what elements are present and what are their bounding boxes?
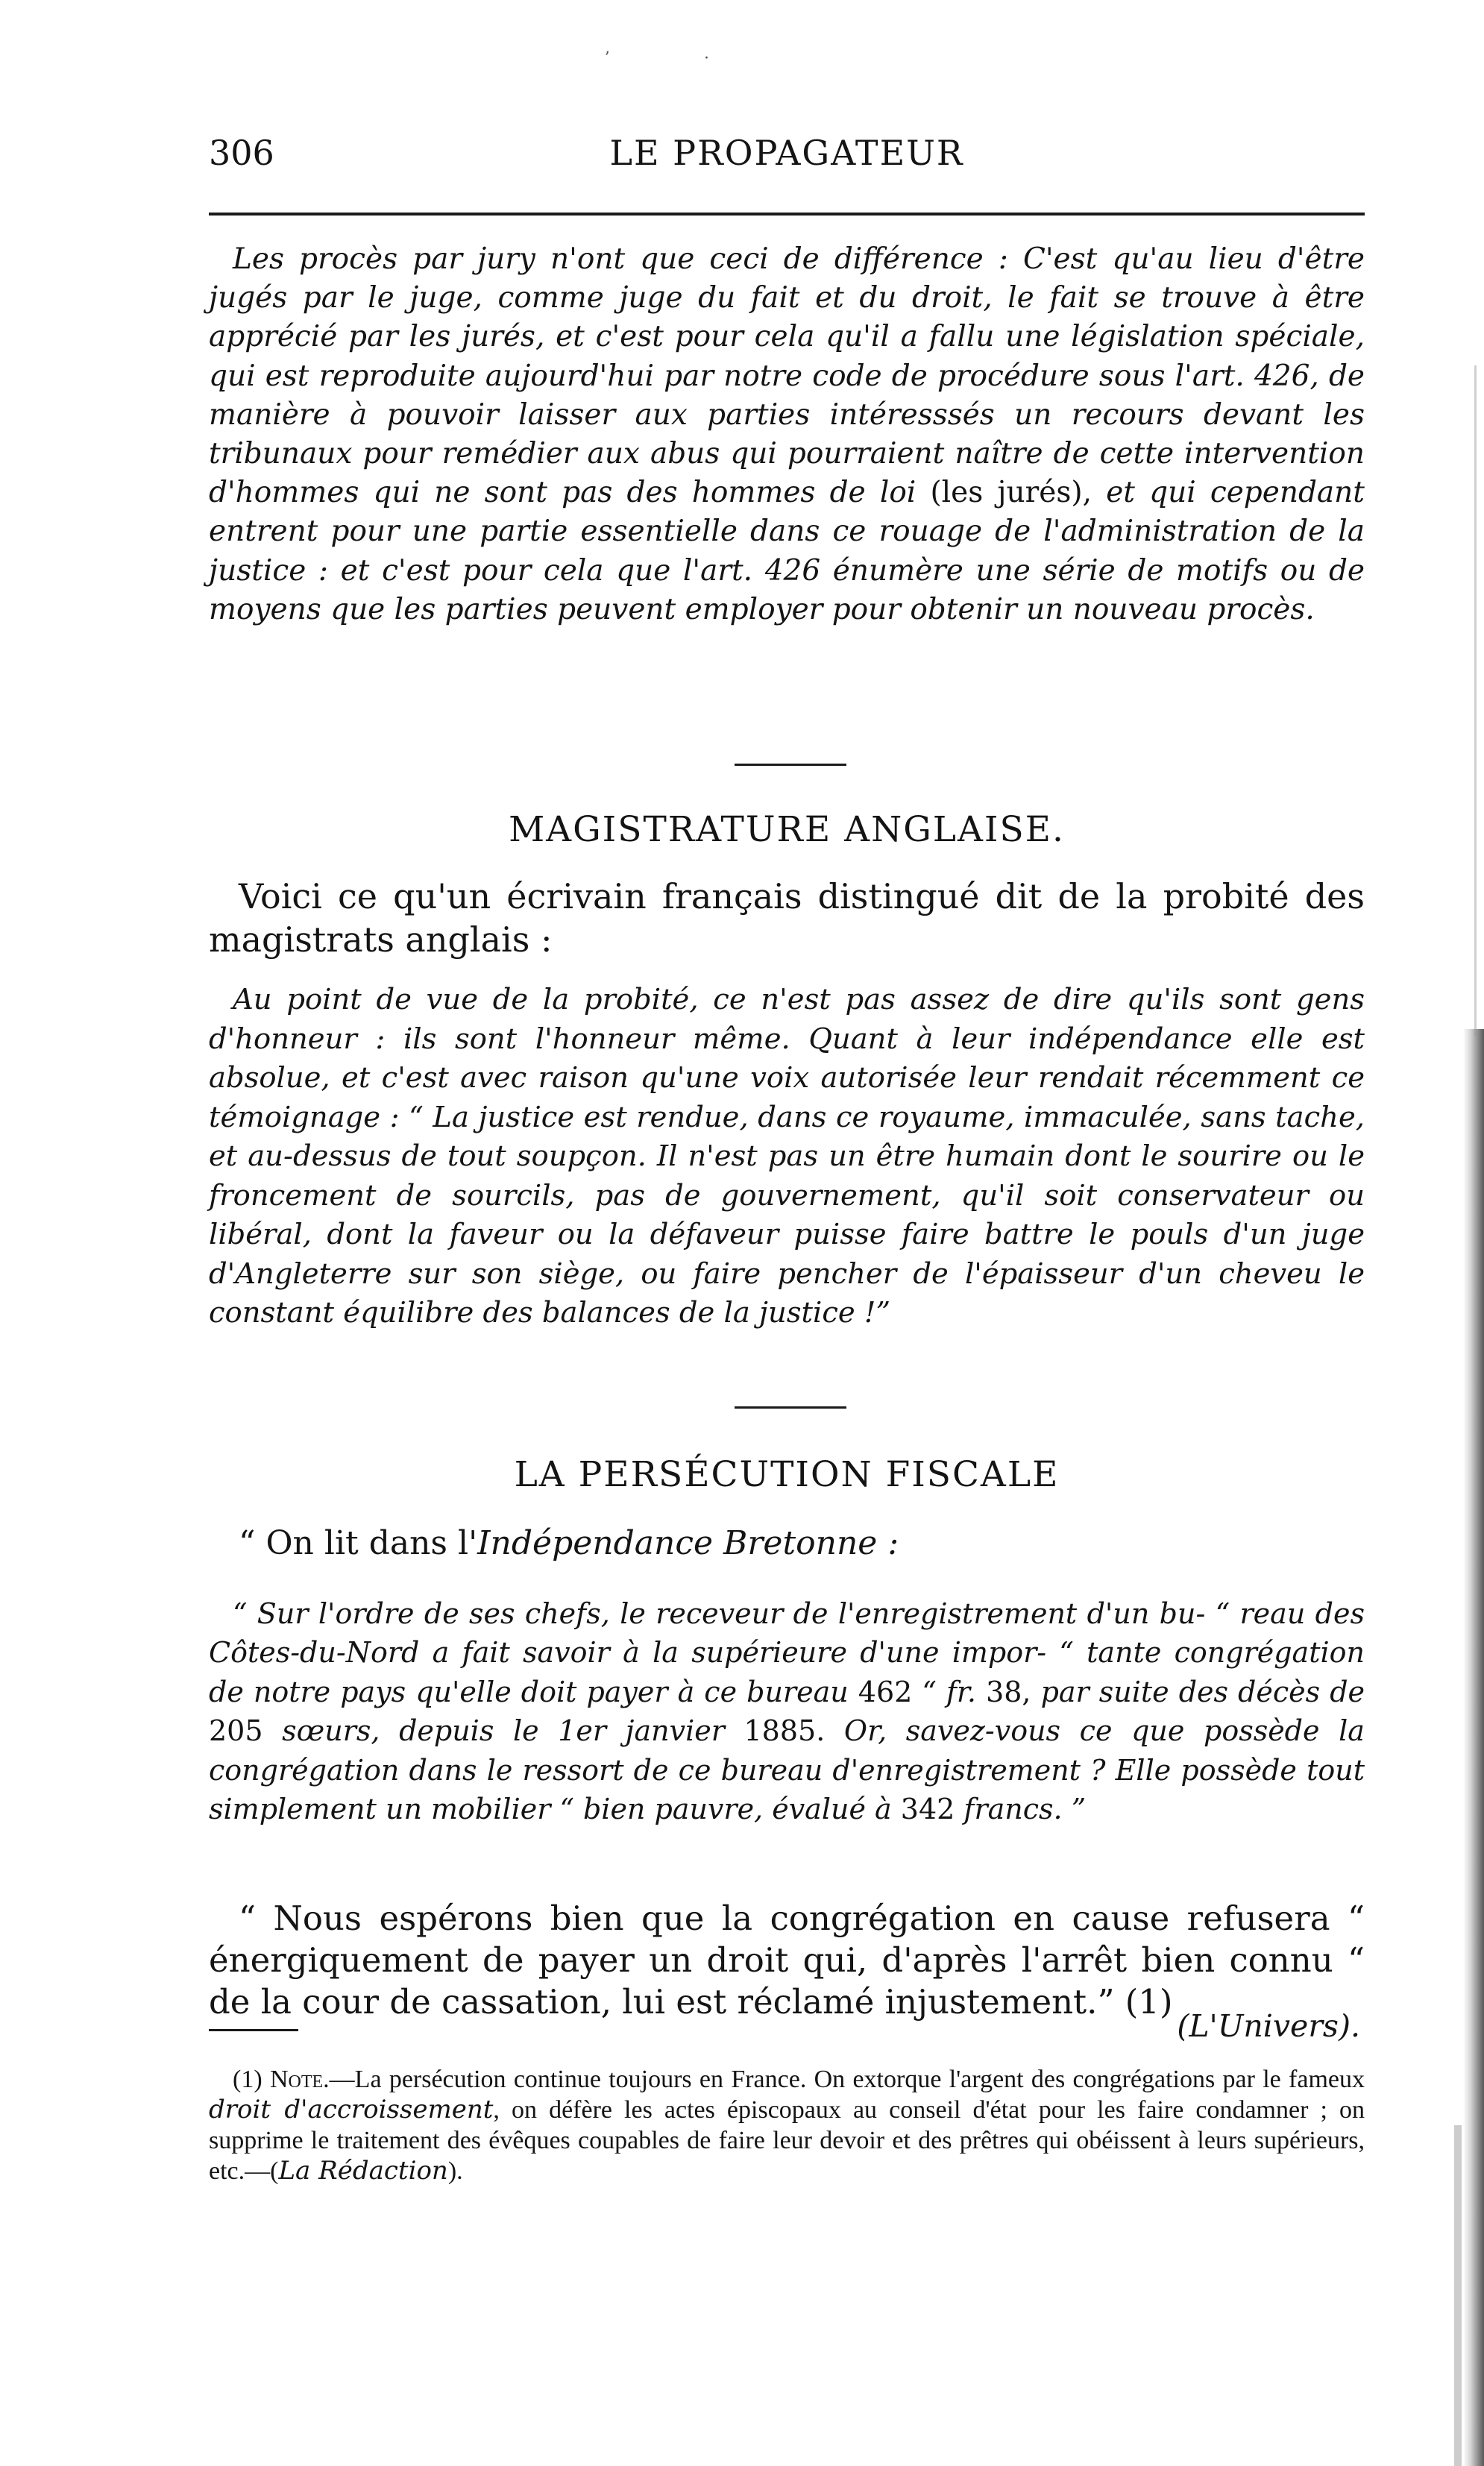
persecution-deaths: 205 xyxy=(209,1714,263,1748)
persecution-year: 1885. xyxy=(743,1714,826,1748)
footnote-text-c: ). xyxy=(447,2157,463,2185)
persecution-quote-b: “ fr. xyxy=(922,1675,976,1708)
intro-text-b: et qui cependant entrent pour une partie essentielle dans ce rouage de l'administration de la justice : et c'est pour cela que l'art. 426 énumère une série de motifs ou de moyens que les parties peuvent employer pour obtenir un nouveau procès. xyxy=(209,476,1365,626)
scan-binding-shadow xyxy=(1463,1029,1484,2466)
persecution-value: 342 xyxy=(900,1793,955,1826)
persecution-quote-d: sœurs, depuis le 1er janvier xyxy=(282,1714,725,1748)
persecution-lead-prefix: “ On lit dans l' xyxy=(239,1524,478,1562)
footnote-text-a: —La persécution continue toujours en France. On extorque l'argent des congrégations par le fameux xyxy=(329,2066,1365,2093)
persecution-lead-title: Indépendance Bretonne : xyxy=(477,1524,899,1562)
persecution-quote xyxy=(209,1594,1365,1828)
section-heading-magistrature: MAGISTRATURE ANGLAISE. xyxy=(509,809,1065,850)
persecution-quote-e: Or, savez-vous ce que possède la congrégation dans le ressort de ce bureau d'enregistrement ? Elle possède tout simplement un mobilier “ bien pauvre, évalué à xyxy=(209,1714,1365,1826)
scan-specks: ʼ · xyxy=(604,49,754,68)
scan-binding-shadow-inner xyxy=(1454,2125,1462,2466)
persecution-quote-c: par suite des décès de xyxy=(1040,1675,1365,1708)
intro-paragraph xyxy=(209,240,1365,629)
footnote-redaction: La Rédaction xyxy=(278,2156,448,2186)
magistrature-quote: Au point de vue de la probité, ce n'est pas assez de dire qu'ils sont gens d'honneur : ils sont l'honneur même. Quant à leur indépendance elle est absolue, et c'est avec raison qu'une voix autorisée leur rendait récemment ce témoignage : “ La justice est rendue, dans ce royaume, immaculée, sans tache, et au-dessus de tout soupçon. Il n'est pas un être humain dont le sourire ou le froncement de sourcils, pas de gouvernement, qu'il soit conservateur ou libéral, dont la faveur ou la défaveur puisse faire battre le pouls d'un juge d'Angleterre sur son siège, ou faire pencher de l'épaisseur d'un cheveu le constant équilibre des balances de la justice !” xyxy=(209,983,1365,1330)
scan-margin-line xyxy=(1474,365,1477,1037)
persecution-quote-f: francs. ” xyxy=(963,1793,1087,1826)
page-header xyxy=(209,133,1365,185)
footnote-label: Note. xyxy=(269,2066,330,2093)
source-citation: (L'Univers). xyxy=(1177,2008,1360,2044)
running-title: LE PROPAGATEUR xyxy=(609,133,964,173)
footnote-text-b: , on défère les actes épiscopaux au conseil d'état pour les faire condamner ; on supprime le traitement des évêques coupables de faire leur devoir et des prêtres qui obéissent à leurs supérieurs, etc.—( xyxy=(209,2096,1365,2185)
persecution-amount: 462 xyxy=(858,1675,913,1708)
section-divider xyxy=(735,764,846,766)
intro-text-roman: (les jurés), xyxy=(930,476,1092,510)
persecution-cents: 38, xyxy=(986,1675,1031,1708)
persecution-closing: “ Nous espérons bien que la congrégation en cause refusera “ énergiquement de payer un droit qui, d'après l'arrêt bien connu “ de la cour de cassation, lui est réclamé injustement.” (1) xyxy=(209,1899,1365,2022)
persecution-lead xyxy=(209,1523,1365,1564)
magistrature-lead: Voici ce qu'un écrivain français distingué dit de la probité des magistrats anglais : xyxy=(209,876,1365,960)
section-heading-persecution: LA PERSÉCUTION FISCALE xyxy=(514,1454,1060,1495)
section-divider xyxy=(735,1406,846,1409)
header-rule xyxy=(209,213,1365,216)
intro-text-a: Les procès par jury n'ont que ceci de différence : C'est qu'au lieu d'être jugés par le juge, comme juge du fait et du droit, le fait se trouve à être apprécié par les jurés, et c'est pour cela qu'il a fallu une législation spéciale, qui est reproduite aujourd'hui par notre code de procédure sous l'art. 426, de manière à pouvoir laisser aux parties intéresssés un recours devant les tribunaux pour remédier aux abus qui pourraient naître de cette intervention d'hommes qui ne sont pas des hommes de loi xyxy=(209,242,1365,510)
footnote-marker: (1) xyxy=(233,2066,262,2093)
footnote-italic: droit d'accroissement xyxy=(209,2095,494,2124)
persecution-quote-a: “ Sur l'ordre de ses chefs, le receveur de l'enregistrement d'un bu- “ reau des Côtes-du-Nord a fait savoir à la supérieure d'une impor- “ tante congrégation de notre pays qu'elle doit payer à ce bureau xyxy=(209,1597,1365,1708)
footnote-rule xyxy=(209,2029,298,2031)
page-number: 306 xyxy=(209,133,274,173)
footnote xyxy=(209,2064,1365,2186)
source-row xyxy=(209,2008,1365,2053)
